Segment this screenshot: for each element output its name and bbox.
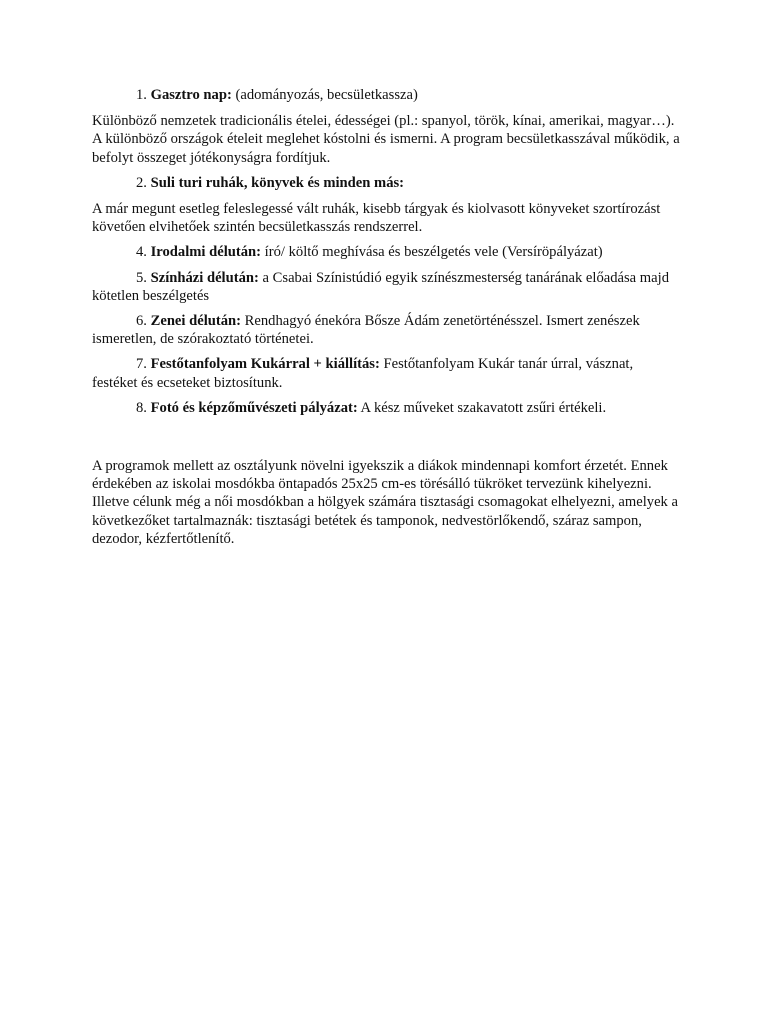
- item-title: Irodalmi délután:: [150, 244, 262, 261]
- item-number: 1.: [136, 87, 147, 103]
- item-text: A kész műveket szakavatott zsűri értékeli.: [357, 399, 607, 416]
- item-title: Zenei délután:: [150, 313, 242, 330]
- list-item-szinhazi-delutan: [92, 269, 682, 305]
- paragraph-turi: A már megunt esetleg feleslegessé vált ruhák, kisebb tárgyak és kiolvasott könyveket szortírozást követően elvihetőek szintén becsületkasszás rendszerrel.: [92, 201, 661, 236]
- item-title: Gasztro nap:: [150, 87, 232, 103]
- item-title: Suli turi ruhák, könyvek és minden más:: [150, 174, 405, 191]
- item-text: Rendhagyó énekóra Bősze Ádám zenetörténésszel. Ismert zenészek ismeretlen, de szórakoztató történetei.: [92, 313, 640, 348]
- item-title: Festőtanfolyam Kukárral + kiállítás:: [150, 356, 380, 373]
- item-number: 6.: [136, 313, 147, 330]
- item-title: Színházi délután:: [150, 269, 259, 286]
- item-text: a Csabai Színistúdió egyik színészmesterség tanárának előadása majd kötetlen beszélgetés: [92, 269, 669, 304]
- list-item-foto-palyazat: [92, 399, 682, 417]
- item-number: 8.: [136, 399, 147, 416]
- item-text: (adományozás, becsületkassza): [231, 87, 418, 103]
- item-number: 4.: [136, 244, 147, 261]
- paragraph-closing: A programok mellett az osztályunk növelni igyekszik a diákok mindennapi komfort érzetét. Ennek érdekében az iskolai mosdókba öntapadós 25x25 cm-es törésálló tükröket tervezünk kihelyezni. Illetve célunk még a női mosdókban a hölgyek számára tisztasági csomagokat elhelyezni, amelyek a következőket tartalmaznák: tisztasági betétek és tamponok, nedvestörlőkendő, száraz sampon, dezodor, kézfertőtlenítő.: [92, 458, 678, 547]
- list-item-gasztro-nap: [92, 86, 682, 104]
- list-item-zenei-delutan: [92, 312, 682, 348]
- paragraph-gasztro: Különböző nemzetek tradicionális ételei, édességei (pl.: spanyol, török, kínai, amerikai, magyar…). A különböző országok ételeit meglehet kóstolni és ismerni. A program becsületkasszával működik, a befolyt összeget jótékonyságra fordítjuk.: [92, 113, 680, 166]
- item-text: író/ költő meghívása és beszélgetés vele (Versíröpályázat): [261, 244, 603, 261]
- document-body: [92, 86, 682, 548]
- list-item-festotanfolyam: [92, 355, 682, 391]
- list-item-suli-turi: [92, 174, 682, 192]
- item-number: 5.: [136, 269, 147, 286]
- item-title: Fotó és képzőművészeti pályázat:: [150, 399, 358, 416]
- item-text: Festőtanfolyam Kukár tanár úrral, vásznat, festéket és ecseteket biztosítunk.: [92, 356, 634, 391]
- item-number: 7.: [136, 356, 147, 373]
- list-item-irodalmi-delutan: [92, 243, 682, 261]
- item-number: 2.: [136, 174, 147, 191]
